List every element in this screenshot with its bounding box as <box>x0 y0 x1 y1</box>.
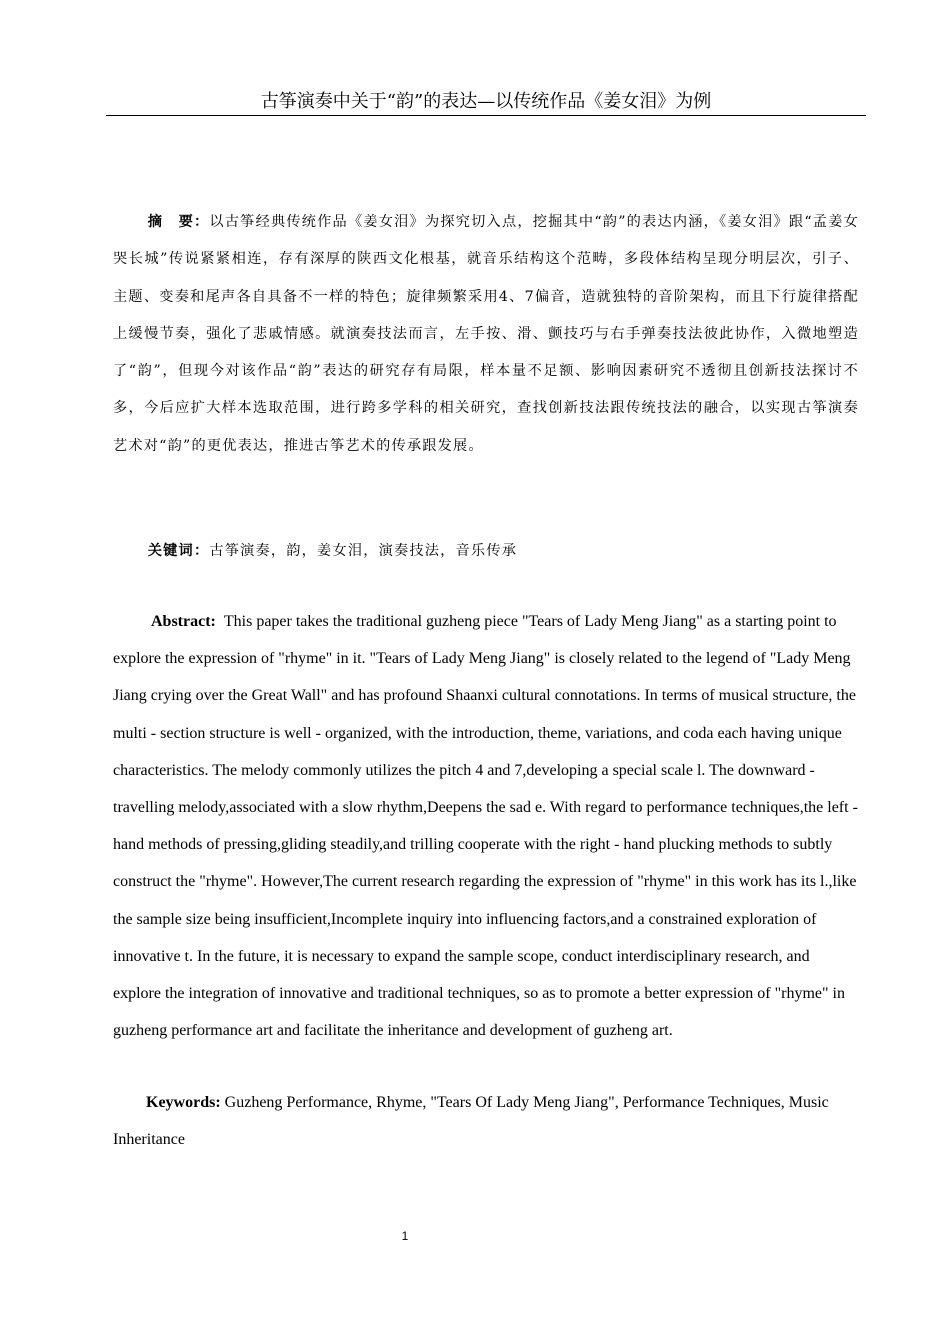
english-abstract <box>113 603 861 1049</box>
page-number: 1 <box>401 1229 409 1243</box>
chinese-abstract <box>113 204 859 465</box>
english-abstract-text: This paper takes the traditional guzheng piece "Tears of Lady Meng Jiang" as a starting point to explore the expression of "rhyme" in it. "Tears of Lady Meng Jiang" is closely related to the legend of "Lady Meng Jiang crying over the Great Wall" and has profound Shaanxi cultural connotations. In terms of musical structure, the multi - section structure is well - organized, with the introduction, theme, variations, and coda each having unique characteristics. The melody commonly utilizes the pitch 4 and 7,developing a special scale l. The downward - travelling melody,associated with a slow rhythm,Deepens the sad e. With regard to performance techniques,the left - hand methods of pressing,gliding steadily,and trilling cooperate with the right - hand plucking methods to subtly construct the "rhyme". However,The current research regarding the expression of "rhyme" in this work has its l.,like the sample size being insufficient,Incomplete inquiry into influencing factors,and a constrained exploration of innovative t. In the future, it is necessary to expand the sample scope, conduct interdisciplinary research, and explore the integration of innovative and traditional techniques, so as to promote a better expression of "rhyme" in guzheng performance art and facilitate the inheritance and development of guzheng art. <box>113 613 858 1040</box>
chinese-keywords-label: 关键词： <box>147 543 210 559</box>
english-abstract-label: Abstract: <box>151 613 216 630</box>
chinese-abstract-text: 以古筝经典传统作品《姜女泪》为探究切入点，挖掘其中“韵”的表达内涵，《姜女泪》跟“孟姜女哭长城”传说紧紧相连，存有深厚的陕西文化根基，就音乐结构这个范畴，多段体结构呈现分明层次，引子、主题、变奏和尾声各自具备不一样的特色；旋律频繁采用4、7偏音，造就独特的音阶架构，而且下行旋律搭配上缓慢节奏，强化了悲戚情感。就演奏技法而言，左手按、滑、颤技巧与右手弹奏技法彼此协作，入微地塑造了“韵”，但现今对该作品“韵”表达的研究存有局限，样本量不足额、影响因素研究不透彻且创新技法探讨不多，今后应扩大样本选取范围，进行跨多学科的相关研究，查找创新技法跟传统技法的融合，以实现古筝演奏艺术对“韵”的更优表达，推进古筝艺术的传承跟发展。 <box>113 214 859 454</box>
english-keywords-label: Keywords: <box>146 1094 221 1111</box>
chinese-keywords <box>113 533 859 570</box>
running-header-title: 古筝演奏中关于“韵”的表达—以传统作品《姜女泪》为例 <box>106 89 866 116</box>
chinese-abstract-label: 摘 要： <box>147 214 210 230</box>
english-keywords <box>113 1084 861 1158</box>
chinese-keywords-text: 古筝演奏，韵，姜女泪，演奏技法，音乐传承 <box>209 543 518 559</box>
english-keywords-text: Guzheng Performance, Rhyme, "Tears Of Lady Meng Jiang", Performance Techniques, Music Inheritance <box>113 1094 829 1149</box>
